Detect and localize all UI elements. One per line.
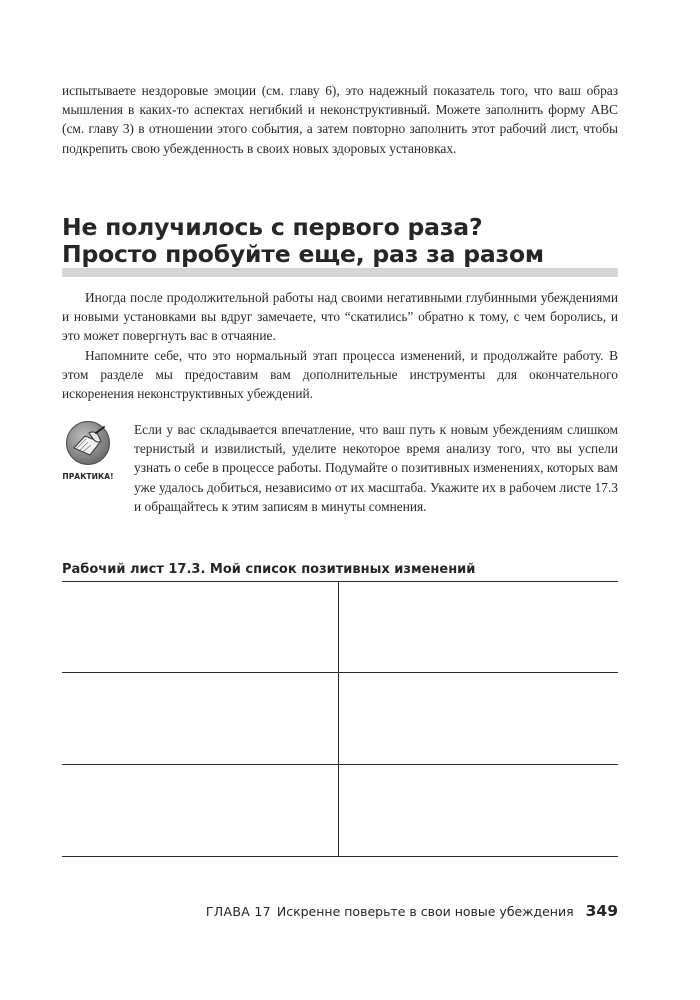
practice-badge [62, 420, 114, 481]
worksheet-table [62, 581, 618, 857]
table-cell-right[interactable] [339, 765, 618, 856]
intro-text-block [62, 81, 618, 158]
heading-underline-bar [62, 268, 618, 277]
section-title-line-1: Не получилось с первого раза? [62, 213, 483, 241]
table-cell-left[interactable] [62, 673, 338, 764]
section-body [62, 288, 618, 403]
footer-chapter-title: Искренне поверьте в свои новые убеждения [276, 904, 574, 919]
practice-callout [62, 420, 618, 540]
table-row [62, 765, 618, 856]
section-paragraph-1: Иногда после продолжительной работы над своими негативными глубинными убеждениями и новыми установками вы вдруг замечаете, что “скатились” обратно к тому, с чем боролись, и это может повергнуть вас в отчаяние. [62, 290, 618, 344]
footer-chapter-label: ГЛАВА 17 [205, 904, 271, 919]
section-heading [62, 214, 618, 277]
table-bottom-border [62, 856, 618, 857]
page-footer [62, 901, 618, 922]
worksheet-title: Рабочий лист 17.3. Мой список позитивных изменений [62, 562, 476, 577]
table-row [62, 673, 618, 764]
practice-text: Если у вас складывается впечатление, что ваш путь к новым убеждениям слишком тернистый и извилистый, уделите некоторое время анализу того, что вы успели узнать о себе в процессе работы. Подумайте о позитивных изменениях, которых вам уже удалось добиться, независимо от их масштаба. Укажите их в рабочем листе 17.3 и обращайтесь к этим записям в минуты сомнения. [134, 422, 618, 514]
table-cell-left[interactable] [62, 582, 338, 673]
table-cell-right[interactable] [339, 582, 618, 673]
practice-badge-label: ПРАКТИКА! [62, 472, 114, 481]
writing-hand-icon [65, 420, 111, 466]
section-paragraph-2: Напомните себе, что это нормальный этап процесса изменений, и продолжайте работу. В этом разделе мы предоставим вам дополнительные инструменты для окончательного искоренения неконструктивных убеждений. [62, 347, 618, 402]
intro-paragraph: испытываете нездоровые эмоции (см. главу 6), это надежный показатель того, что ваш образ мышления в каких-то аспектах негибкий и неконструктивный. Можете заполнить форму АВС (см. главу 3) в отношении этого события, а затем повторно заполнить этот рабочий лист, чтобы подкрепить свою убежденность в своих новых здоровых установках. [62, 83, 618, 156]
table-cell-right[interactable] [339, 673, 618, 764]
section-title-line-2: Просто пробуйте еще, раз за разом [62, 240, 544, 268]
page-number: 349 [585, 902, 618, 920]
table-cell-left[interactable] [62, 765, 338, 856]
table-row [62, 582, 618, 673]
